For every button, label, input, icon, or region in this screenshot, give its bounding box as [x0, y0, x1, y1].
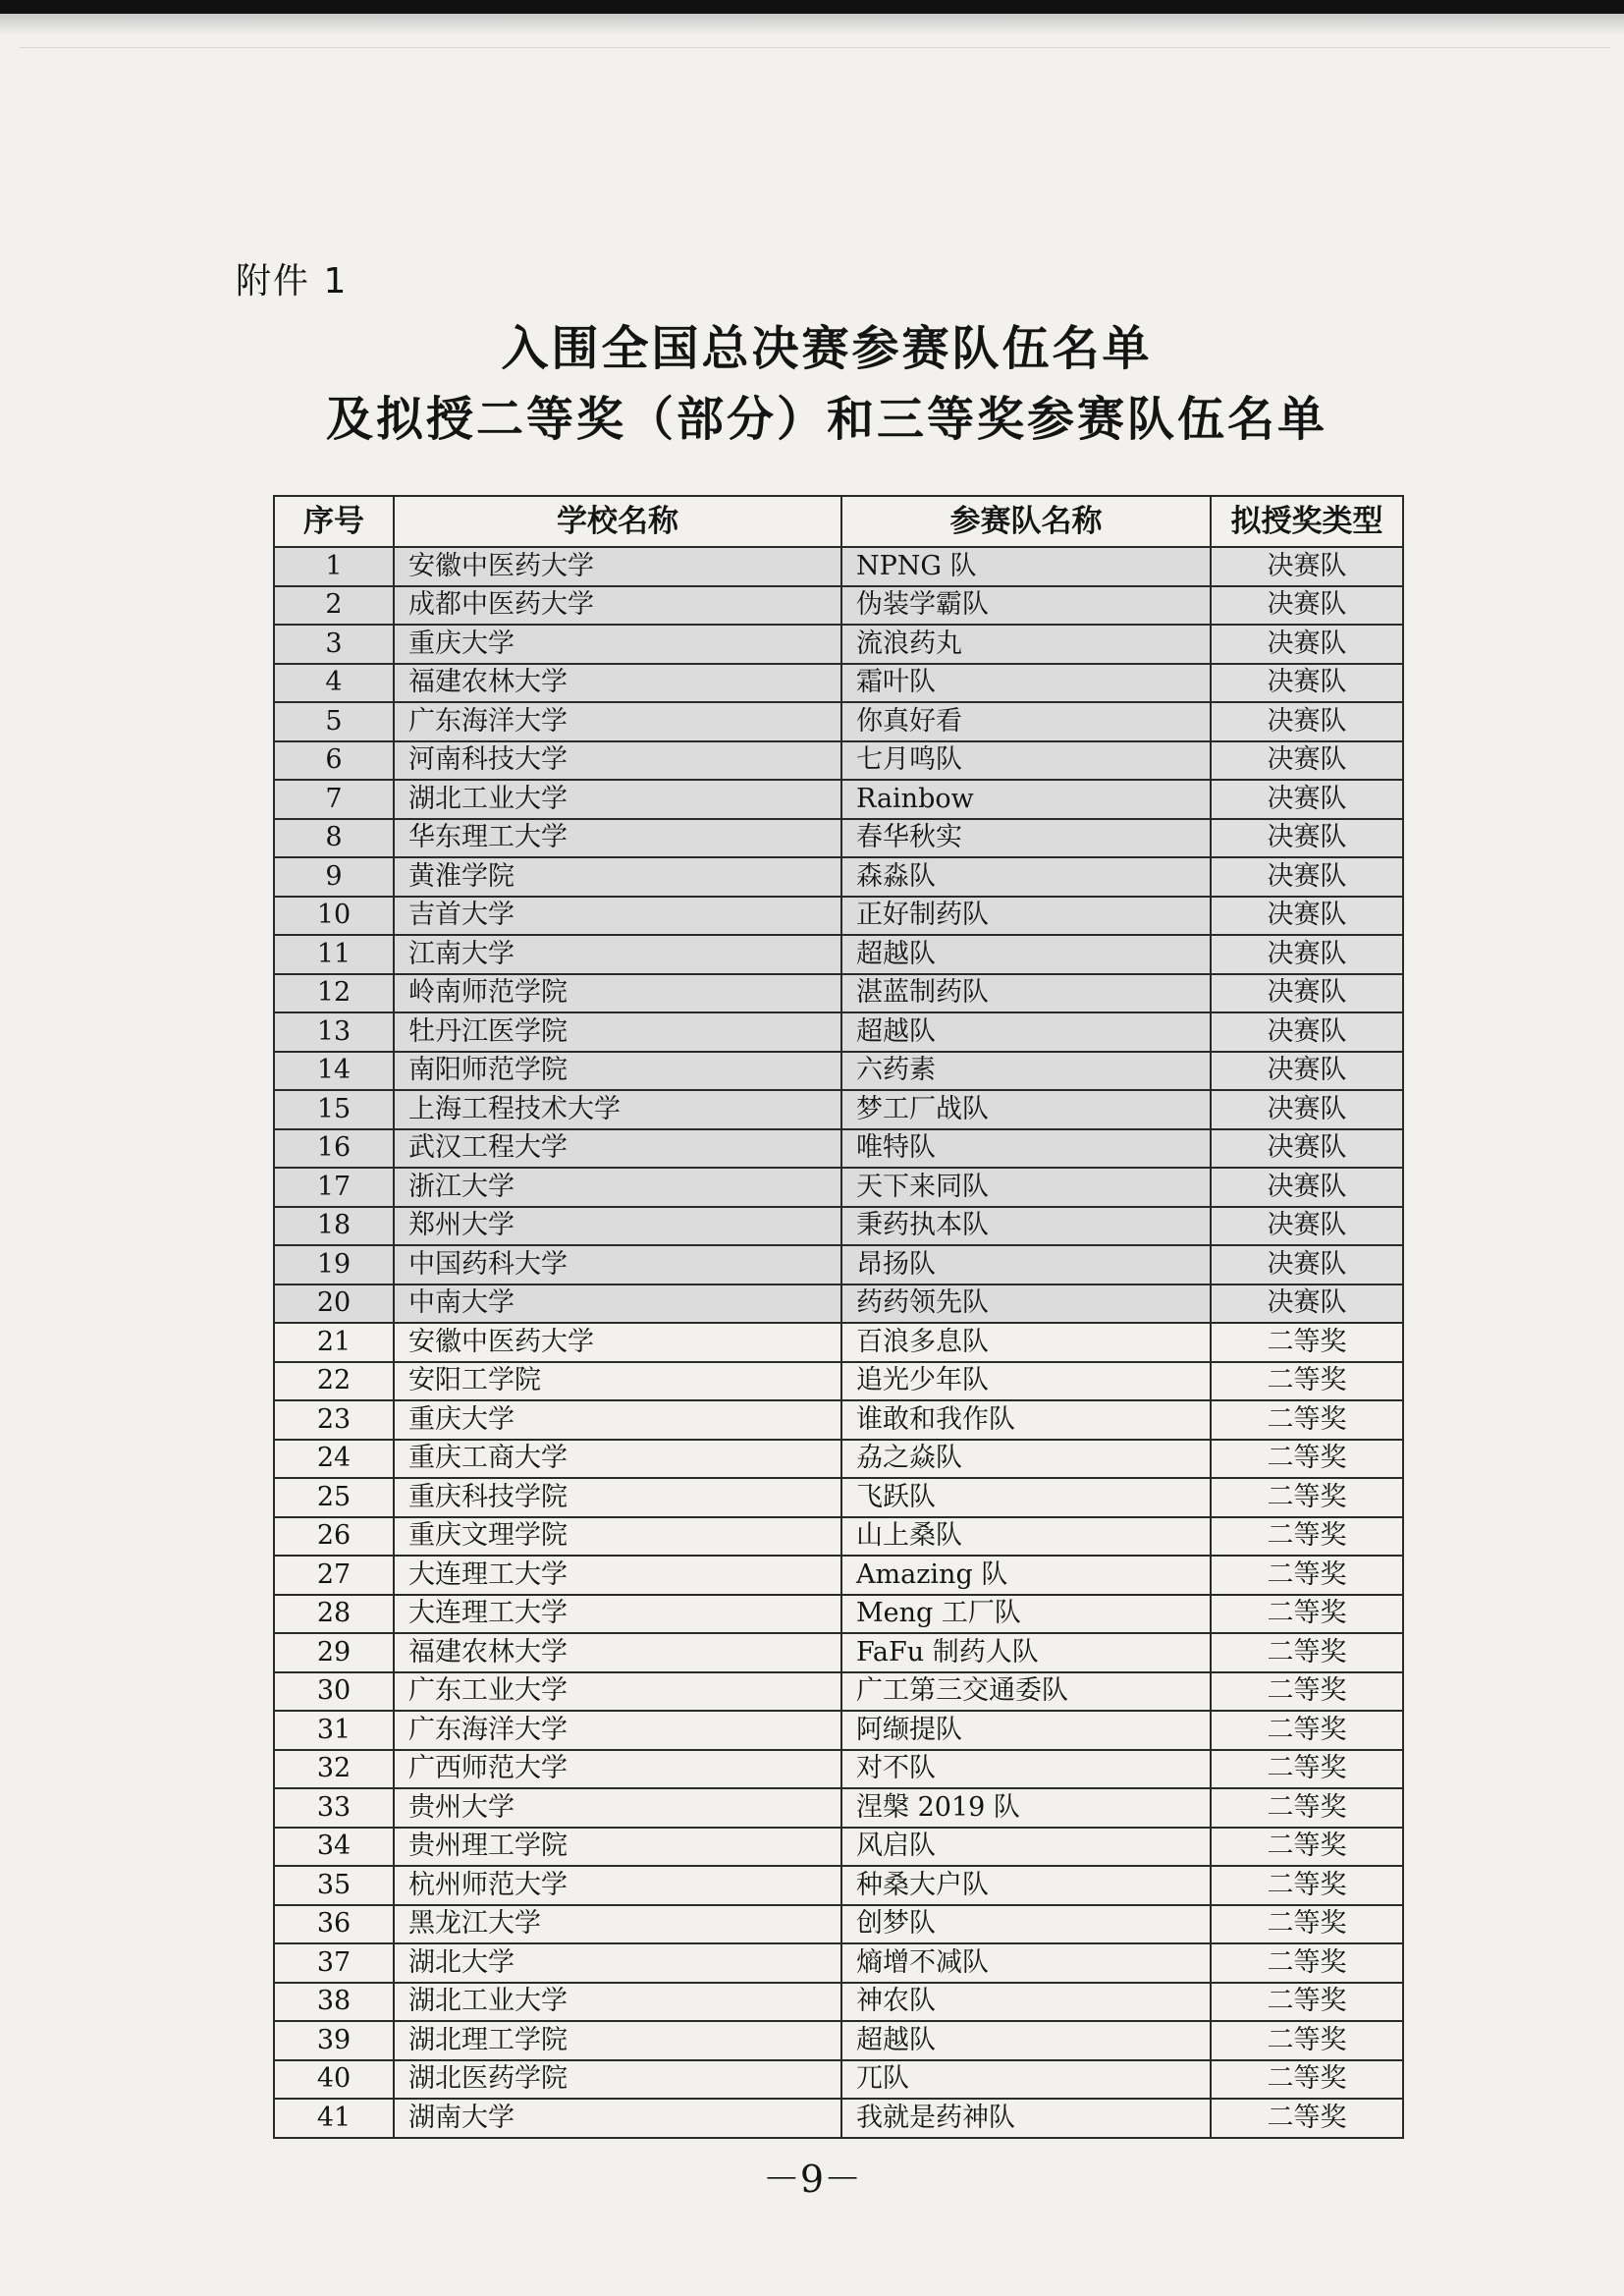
award-cell: 决赛队 [1211, 1285, 1403, 1324]
team-cell: 我就是药神队 [841, 2099, 1211, 2138]
table-header-row [274, 496, 1403, 547]
table-row [274, 1400, 1403, 1440]
award-cell: 二等奖 [1211, 1828, 1403, 1867]
award-cell: 决赛队 [1211, 1207, 1403, 1246]
award-cell: 二等奖 [1211, 1595, 1403, 1634]
team-cell: Meng 工厂队 [841, 1595, 1211, 1634]
serial-cell: 29 [274, 1633, 394, 1672]
team-cell: 劦之焱队 [841, 1440, 1211, 1479]
team-cell: 山上桑队 [841, 1517, 1211, 1557]
serial-cell: 32 [274, 1750, 394, 1789]
team-cell: 春华秋实 [841, 819, 1211, 858]
school-cell: 湖南大学 [394, 2099, 841, 2138]
table-row [274, 974, 1403, 1013]
school-cell: 广西师范大学 [394, 1750, 841, 1789]
table-row [274, 664, 1403, 703]
school-cell: 重庆大学 [394, 1400, 841, 1440]
school-cell: 大连理工大学 [394, 1556, 841, 1595]
serial-cell: 13 [274, 1012, 394, 1052]
page-edge-line [20, 47, 1610, 48]
school-cell: 黄淮学院 [394, 857, 841, 897]
serial-cell: 16 [274, 1129, 394, 1169]
award-cell: 二等奖 [1211, 1750, 1403, 1789]
table-row [274, 1866, 1403, 1905]
team-cell: 阿缬提队 [841, 1711, 1211, 1750]
school-cell: 华东理工大学 [394, 819, 841, 858]
table-row [274, 1440, 1403, 1479]
table-row [274, 1517, 1403, 1557]
serial-cell: 27 [274, 1556, 394, 1595]
team-cell: 森淼队 [841, 857, 1211, 897]
award-cell: 决赛队 [1211, 741, 1403, 781]
team-cell: 百浪多息队 [841, 1323, 1211, 1362]
table-row [274, 1478, 1403, 1517]
table-row [274, 702, 1403, 741]
serial-cell: 30 [274, 1672, 394, 1712]
award-cell: 二等奖 [1211, 1943, 1403, 1983]
serial-cell: 21 [274, 1323, 394, 1362]
serial-cell: 10 [274, 897, 394, 936]
school-cell: 湖北工业大学 [394, 780, 841, 819]
school-cell: 湖北工业大学 [394, 1983, 841, 2022]
team-cell: 秉药执本队 [841, 1207, 1211, 1246]
serial-cell: 11 [274, 935, 394, 974]
serial-cell: 35 [274, 1866, 394, 1905]
school-cell: 岭南师范学院 [394, 974, 841, 1013]
award-cell: 决赛队 [1211, 1090, 1403, 1129]
award-cell: 二等奖 [1211, 1672, 1403, 1712]
serial-cell: 18 [274, 1207, 394, 1246]
header-award-type: 拟授奖类型 [1211, 496, 1403, 547]
table-row [274, 1943, 1403, 1983]
school-cell: 大连理工大学 [394, 1595, 841, 1634]
table-row [274, 1052, 1403, 1091]
team-cell: Amazing 队 [841, 1556, 1211, 1595]
award-cell: 二等奖 [1211, 1362, 1403, 1401]
school-cell: 武汉工程大学 [394, 1129, 841, 1169]
attachment-label: 附件 1 [236, 261, 349, 301]
header-school-name: 学校名称 [394, 496, 841, 547]
team-cell: 伪装学霸队 [841, 586, 1211, 626]
team-cell: 湛蓝制药队 [841, 974, 1211, 1013]
serial-cell: 19 [274, 1245, 394, 1285]
school-cell: 重庆科技学院 [394, 1478, 841, 1517]
serial-cell: 33 [274, 1788, 394, 1828]
team-cell: 兀队 [841, 2060, 1211, 2100]
award-cell: 决赛队 [1211, 586, 1403, 626]
serial-cell: 7 [274, 780, 394, 819]
award-cell: 决赛队 [1211, 857, 1403, 897]
table-row [274, 586, 1403, 626]
table-row [274, 1556, 1403, 1595]
team-cell: 七月鸣队 [841, 741, 1211, 781]
serial-cell: 31 [274, 1711, 394, 1750]
school-cell: 湖北理工学院 [394, 2021, 841, 2060]
table-row [274, 625, 1403, 664]
team-cell: 熵增不减队 [841, 1943, 1211, 1983]
award-cell: 决赛队 [1211, 1129, 1403, 1169]
serial-cell: 8 [274, 819, 394, 858]
school-cell: 重庆文理学院 [394, 1517, 841, 1557]
table-row [274, 1983, 1403, 2022]
header-team-name: 参赛队名称 [841, 496, 1211, 547]
team-cell: 超越队 [841, 935, 1211, 974]
team-cell: 神农队 [841, 1983, 1211, 2022]
document-title: 入围全国总决赛参赛队伍名单 [501, 321, 1153, 376]
serial-cell: 36 [274, 1905, 394, 1944]
serial-cell: 5 [274, 702, 394, 741]
school-cell: 成都中医药大学 [394, 586, 841, 626]
team-cell: 超越队 [841, 2021, 1211, 2060]
award-cell: 决赛队 [1211, 547, 1403, 586]
school-cell: 江南大学 [394, 935, 841, 974]
award-cell: 二等奖 [1211, 1400, 1403, 1440]
team-cell: 广工第三交通委队 [841, 1672, 1211, 1712]
award-cell: 二等奖 [1211, 2099, 1403, 2138]
school-cell: 安徽中医药大学 [394, 1323, 841, 1362]
school-cell: 南阳师范学院 [394, 1052, 841, 1091]
document-subtitle: 及拟授二等奖（部分）和三等奖参赛队伍名单 [325, 392, 1327, 447]
award-cell: 决赛队 [1211, 897, 1403, 936]
table-row [274, 819, 1403, 858]
award-cell: 二等奖 [1211, 1556, 1403, 1595]
award-cell: 二等奖 [1211, 1440, 1403, 1479]
award-cell: 决赛队 [1211, 1052, 1403, 1091]
award-cell: 决赛队 [1211, 974, 1403, 1013]
team-cell: 对不队 [841, 1750, 1211, 1789]
school-cell: 广东海洋大学 [394, 702, 841, 741]
award-cell: 二等奖 [1211, 1517, 1403, 1557]
award-cell: 二等奖 [1211, 1633, 1403, 1672]
table-row [274, 1012, 1403, 1052]
header-serial-number: 序号 [274, 496, 394, 547]
team-cell: 飞跃队 [841, 1478, 1211, 1517]
scan-top-edge [0, 0, 1624, 14]
team-cell: 六药素 [841, 1052, 1211, 1091]
table-row [274, 2060, 1403, 2100]
table-row [274, 857, 1403, 897]
team-cell: 风启队 [841, 1828, 1211, 1867]
school-cell: 重庆大学 [394, 625, 841, 664]
school-cell: 黑龙江大学 [394, 1905, 841, 1944]
team-cell: 创梦队 [841, 1905, 1211, 1944]
award-cell: 决赛队 [1211, 1168, 1403, 1207]
school-cell: 湖北大学 [394, 1943, 841, 1983]
school-cell: 重庆工商大学 [394, 1440, 841, 1479]
table-row [274, 1828, 1403, 1867]
serial-cell: 26 [274, 1517, 394, 1557]
serial-cell: 24 [274, 1440, 394, 1479]
serial-cell: 34 [274, 1828, 394, 1867]
team-cell: 你真好看 [841, 702, 1211, 741]
serial-cell: 3 [274, 625, 394, 664]
award-cell: 二等奖 [1211, 2060, 1403, 2100]
team-cell: 霜叶队 [841, 664, 1211, 703]
table-row [274, 935, 1403, 974]
school-cell: 杭州师范大学 [394, 1866, 841, 1905]
award-cell: 二等奖 [1211, 1983, 1403, 2022]
serial-cell: 17 [274, 1168, 394, 1207]
table-row [274, 2099, 1403, 2138]
school-cell: 贵州大学 [394, 1788, 841, 1828]
serial-cell: 39 [274, 2021, 394, 2060]
award-cell: 决赛队 [1211, 625, 1403, 664]
award-cell: 二等奖 [1211, 1323, 1403, 1362]
team-cell: 涅槃 2019 队 [841, 1788, 1211, 1828]
school-cell: 牡丹江医学院 [394, 1012, 841, 1052]
table-row [274, 2021, 1403, 2060]
award-cell: 二等奖 [1211, 1478, 1403, 1517]
serial-cell: 2 [274, 586, 394, 626]
team-cell: 种桑大户队 [841, 1866, 1211, 1905]
table-row [274, 1323, 1403, 1362]
table-row [274, 1168, 1403, 1207]
table-row [274, 741, 1403, 781]
serial-cell: 1 [274, 547, 394, 586]
team-list-table [273, 495, 1404, 2139]
serial-cell: 28 [274, 1595, 394, 1634]
award-cell: 决赛队 [1211, 1245, 1403, 1285]
school-cell: 河南科技大学 [394, 741, 841, 781]
serial-cell: 14 [274, 1052, 394, 1091]
award-cell: 二等奖 [1211, 1905, 1403, 1944]
school-cell: 中南大学 [394, 1285, 841, 1324]
award-cell: 二等奖 [1211, 1711, 1403, 1750]
team-cell: 唯特队 [841, 1129, 1211, 1169]
award-cell: 决赛队 [1211, 702, 1403, 741]
page-number: －9－ [762, 2158, 862, 2201]
serial-cell: 25 [274, 1478, 394, 1517]
award-cell: 决赛队 [1211, 664, 1403, 703]
serial-cell: 40 [274, 2060, 394, 2100]
school-cell: 吉首大学 [394, 897, 841, 936]
award-cell: 决赛队 [1211, 780, 1403, 819]
serial-cell: 22 [274, 1362, 394, 1401]
team-cell: 流浪药丸 [841, 625, 1211, 664]
team-cell: 追光少年队 [841, 1362, 1211, 1401]
table-row [274, 1129, 1403, 1169]
serial-cell: 4 [274, 664, 394, 703]
team-cell: 药药领先队 [841, 1285, 1211, 1324]
school-cell: 浙江大学 [394, 1168, 841, 1207]
school-cell: 上海工程技术大学 [394, 1090, 841, 1129]
team-cell: 谁敢和我作队 [841, 1400, 1211, 1440]
serial-cell: 38 [274, 1983, 394, 2022]
team-cell: FaFu 制药人队 [841, 1633, 1211, 1672]
table-row [274, 1750, 1403, 1789]
team-cell: Rainbow [841, 780, 1211, 819]
school-cell: 福建农林大学 [394, 1633, 841, 1672]
serial-cell: 37 [274, 1943, 394, 1983]
table-row [274, 1905, 1403, 1944]
table-row [274, 1362, 1403, 1401]
table-row [274, 1207, 1403, 1246]
team-cell: 梦工厂战队 [841, 1090, 1211, 1129]
school-cell: 安阳工学院 [394, 1362, 841, 1401]
table-row [274, 1090, 1403, 1129]
award-cell: 决赛队 [1211, 819, 1403, 858]
serial-cell: 15 [274, 1090, 394, 1129]
school-cell: 中国药科大学 [394, 1245, 841, 1285]
serial-cell: 20 [274, 1285, 394, 1324]
table-row [274, 897, 1403, 936]
team-cell: 昂扬队 [841, 1245, 1211, 1285]
table-row [274, 1672, 1403, 1712]
team-cell: 超越队 [841, 1012, 1211, 1052]
school-cell: 广东海洋大学 [394, 1711, 841, 1750]
table-row [274, 1595, 1403, 1634]
table-row [274, 1633, 1403, 1672]
table-row [274, 1245, 1403, 1285]
table-row [274, 1788, 1403, 1828]
team-cell: 天下来同队 [841, 1168, 1211, 1207]
school-cell: 福建农林大学 [394, 664, 841, 703]
school-cell: 广东工业大学 [394, 1672, 841, 1712]
award-cell: 决赛队 [1211, 1012, 1403, 1052]
table-row [274, 1285, 1403, 1324]
table-row [274, 1711, 1403, 1750]
serial-cell: 6 [274, 741, 394, 781]
school-cell: 郑州大学 [394, 1207, 841, 1246]
award-cell: 二等奖 [1211, 2021, 1403, 2060]
table-row [274, 547, 1403, 586]
school-cell: 湖北医药学院 [394, 2060, 841, 2100]
team-cell: NPNG 队 [841, 547, 1211, 586]
serial-cell: 12 [274, 974, 394, 1013]
award-cell: 决赛队 [1211, 935, 1403, 974]
award-cell: 二等奖 [1211, 1866, 1403, 1905]
award-cell: 二等奖 [1211, 1788, 1403, 1828]
table-row [274, 780, 1403, 819]
school-cell: 贵州理工学院 [394, 1828, 841, 1867]
school-cell: 安徽中医药大学 [394, 547, 841, 586]
team-cell: 正好制药队 [841, 897, 1211, 936]
serial-cell: 41 [274, 2099, 394, 2138]
serial-cell: 23 [274, 1400, 394, 1440]
scan-edge-shadow [0, 14, 1624, 35]
serial-cell: 9 [274, 857, 394, 897]
